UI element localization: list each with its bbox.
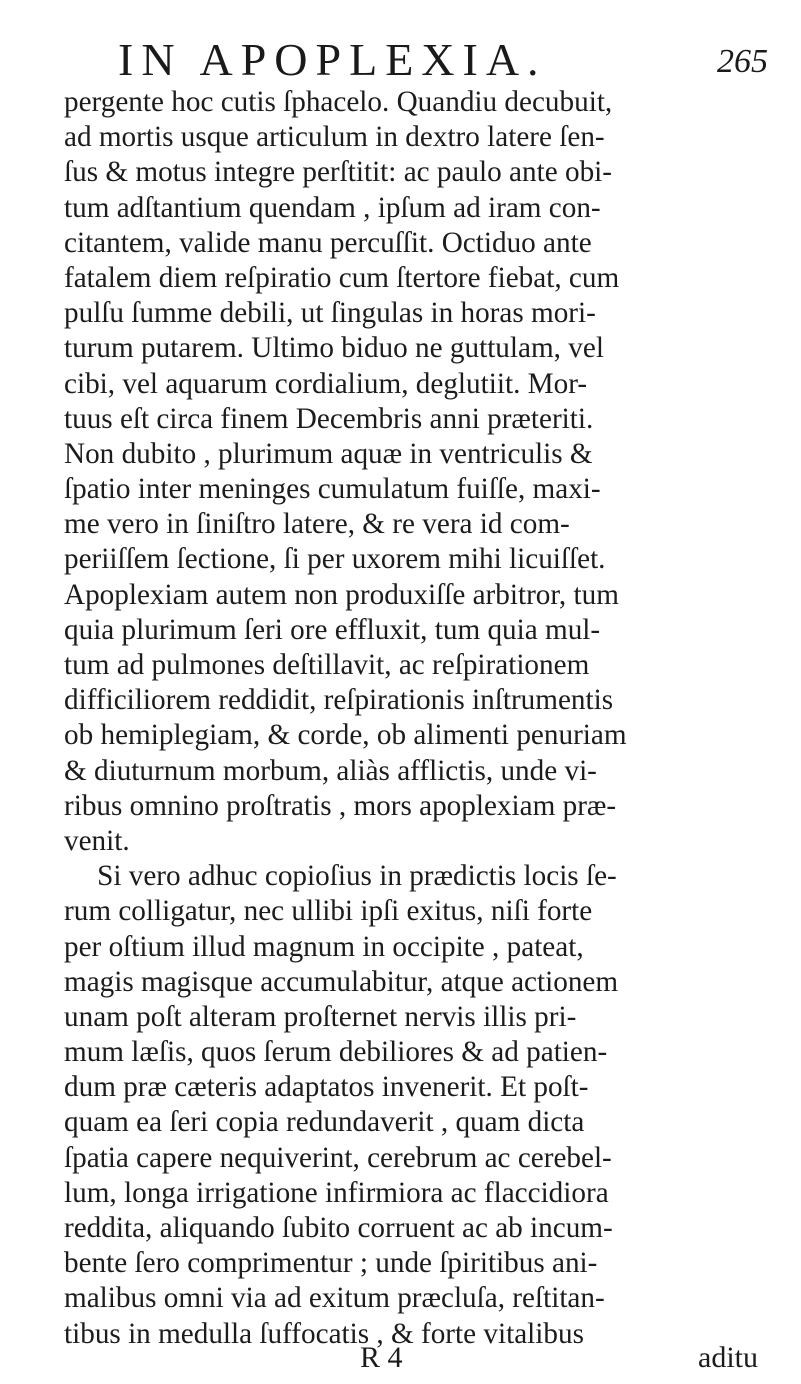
text-line: Apoplexiam autem non produxiſſe arbitror, tum	[64, 577, 619, 611]
text-line: difficiliorem reddidit, reſpirationis inſtrumentis	[64, 683, 614, 717]
text-line: ribus omnino proſtratis , mors apoplexiam præ-	[64, 788, 617, 822]
text-line: ad mortis usque articulum in dextro latere ſen-	[64, 120, 605, 154]
page-footer	[64, 1340, 758, 1376]
text-line: citantem, valide manu percuſſit. Octiduo ante	[64, 225, 592, 259]
text-line: reddita, aliquando ſubito corruent ac ab incum-	[64, 1211, 613, 1244]
text-line: fatalem diem reſpiratio cum ſtertore fiebat, cum	[64, 260, 620, 294]
paragraph-start-line: Si vero adhuc copioſius in prædictis locis ſe-	[97, 859, 617, 893]
text-line: cibi, vel aquarum cordialium, deglutiit. Mor-	[64, 366, 588, 400]
text-line: lum, longa irrigatione infirmiora ac flaccidiora	[64, 1175, 609, 1209]
text-line: tum ad pulmones deſtillavit, ac reſpirationem	[64, 648, 590, 681]
text-line: tuus eſt circa finem Decembris anni præteriti.	[64, 401, 594, 435]
text-line: Non dubito , plurimum aquæ in ventriculis &	[64, 436, 593, 470]
text-line: magis magisque accumulabitur, atque actionem	[64, 964, 619, 998]
text-line: ob hemiplegiam, & corde, ob alimenti penuriam	[64, 718, 627, 752]
body-text	[64, 84, 801, 1351]
text-line: pulſu ſumme debili, ut ſingulas in horas mori-	[64, 296, 596, 330]
text-line: periiſſem ſectione, ſi per uxorem mihi licuiſſet.	[64, 542, 606, 576]
text-line: ſus & motus integre perſtitit: ac paulo ante obi-	[64, 155, 612, 189]
signature-mark: R 4	[360, 1341, 403, 1374]
text-line: tibus in medulla ſuffocatis , & forte vitalibus	[64, 1316, 584, 1350]
text-line: quia plurimum ſeri ore effluxit, tum quia mul-	[64, 612, 601, 646]
running-head	[118, 34, 768, 86]
running-title: IN APOPLEXIA.	[118, 34, 547, 85]
text-line: rum colligatur, nec ullibi ipſi exitus, niſi forte	[64, 894, 593, 928]
text-line: malibus omni via ad exitum præcluſa, reſtitan-	[64, 1281, 605, 1315]
text-line: per oſtium illud magnum in occipite , pateat,	[64, 929, 584, 963]
text-line: pergente hoc cutis ſphacelo. Quandiu decubuit,	[64, 85, 613, 118]
catchword: aditu	[698, 1341, 758, 1374]
page-number: 265	[717, 43, 768, 80]
text-line: venit.	[64, 823, 130, 857]
text-line: dum præ cæteris adaptatos invenerit. Et poſt-	[64, 1070, 589, 1104]
text-line: mum læſis, quos ſerum debiliores & ad patien-	[64, 1035, 608, 1069]
text-line: & diuturnum morbum, aliàs afflictis, unde vi-	[64, 753, 597, 787]
text-line: ſpatia capere nequiverint, cerebrum ac cerebel-	[64, 1140, 612, 1174]
text-line: quam ea ſeri copia redundaverit , quam dicta	[64, 1105, 585, 1139]
text-line: me vero in ſiniſtro latere, & re vera id com-	[64, 507, 570, 541]
text-line: bente ſero comprimentur ; unde ſpiritibus ani-	[64, 1246, 598, 1280]
text-line: unam poſt alteram proſternet nervis illis pri-	[64, 999, 577, 1033]
text-line: tum adſtantium quendam , ipſum ad iram con-	[64, 190, 601, 224]
text-line: turum putarem. Ultimo biduo ne guttulam, vel	[64, 331, 604, 365]
text-line: ſpatio inter meninges cumulatum fuiſſe, maxi-	[64, 472, 601, 506]
